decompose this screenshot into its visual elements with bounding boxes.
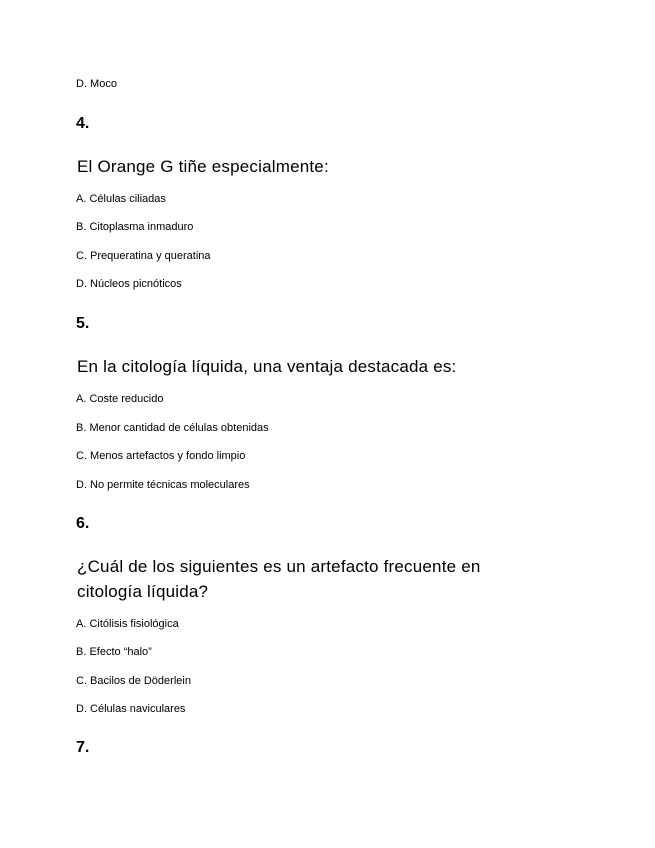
- q7-number: 7.: [76, 739, 90, 756]
- q6-text: ¿Cuál de los siguientes es un artefacto frecuente en citología líquida?: [77, 557, 481, 601]
- q6-option-b: B. Efecto “halo”: [76, 646, 152, 658]
- q6-option-d: D. Células naviculares: [76, 703, 186, 715]
- q4-option-c: C. Prequeratina y queratina: [76, 250, 211, 262]
- q4-option-b: B. Citoplasma inmaduro: [76, 221, 194, 233]
- q6-number: 6.: [76, 515, 90, 532]
- q4-option-d: D. Núcleos picnóticos: [76, 278, 182, 290]
- q5-option-d: D. No permite técnicas moleculares: [76, 479, 250, 491]
- q4-number: 4.: [76, 115, 90, 132]
- q5-option-a: A. Coste reducido: [76, 393, 164, 405]
- q4-option-a: A. Células ciliadas: [76, 193, 166, 205]
- q5-option-b: B. Menor cantidad de células obtenidas: [76, 422, 269, 434]
- q4-text: El Orange G tiñe especialmente:: [77, 157, 329, 176]
- q5-number: 5.: [76, 315, 90, 332]
- q3-option-d: D. Moco: [76, 78, 117, 90]
- q5-option-c: C. Menos artefactos y fondo limpio: [76, 450, 246, 462]
- q6-option-c: C. Bacilos de Döderlein: [76, 675, 191, 687]
- q5-text: En la citología líquida, una ventaja destacada es:: [77, 357, 457, 376]
- q6-option-a: A. Citólisis fisiológica: [76, 618, 179, 630]
